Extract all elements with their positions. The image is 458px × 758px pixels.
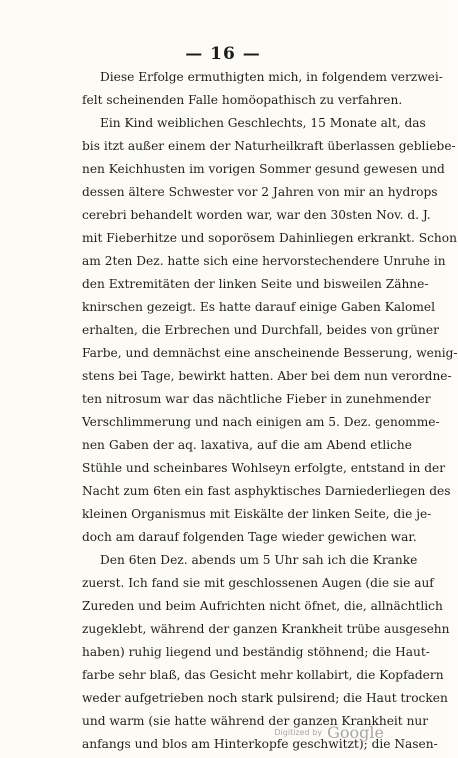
text-line: Den 6ten Dez. abends um 5 Uhr sah ich die Kranke [100,553,418,567]
text-line: stens bei Tage, bewirkt hatten. Aber bei dem nun verordne- [82,369,452,383]
google-logo: Google [327,723,384,742]
text-line: nen Gaben der aq. laxativa, auf die am Abend etliche [82,438,412,452]
text-line: knirschen gezeigt. Es hatte darauf einige Gaben Kalomel [82,300,435,314]
text-line: kleinen Organismus mit Eiskälte der linken Seite, die je- [82,507,432,521]
text-line: Verschlimmerung und nach einigen am 5. Dez. genomme- [82,415,440,429]
text-line: am 2ten Dez. hatte sich eine hervorstechendere Unruhe in [82,254,446,268]
text-line: farbe sehr blaß, das Gesicht mehr kollabirt, die Kopfadern [82,668,444,682]
text-line: cerebri behandelt worden war, war den 30sten Nov. d. J. [82,208,431,222]
text-line: Nacht zum 6ten ein fast asphyktisches Darniederliegen des [82,484,451,498]
digitization-watermark [274,722,384,742]
text-line: Zureden und beim Aufrichten nicht öfnet, die, allnächtlich [82,599,443,613]
text-line: doch am darauf folgenden Tage wieder gewichen war. [82,530,417,544]
text-line: nen Keichhusten im vorigen Sommer gesund gewesen und [82,162,445,176]
text-line: weder aufgetrieben noch stark pulsirend; die Haut trocken [82,691,448,705]
text-line: Diese Erfolge ermuthigten mich, in folgendem verzwei- [100,70,443,84]
text-line: zugeklebt, während der ganzen Krankheit trübe ausgesehn [82,622,450,636]
page-number-header: — 16 — [185,44,261,64]
text-line: Farbe, und demnächst eine anscheinende Besserung, wenig- [82,346,458,360]
text-line: erhalten, die Erbrechen und Durchfall, beides von grüner [82,323,439,337]
watermark-prefix: Digitized by [274,728,323,737]
text-line: anfangs und blos am Hinterkopfe geschwitzt); die Nasen- [82,737,438,751]
text-line: zuerst. Ich fand sie mit geschlossenen Augen (die sie auf [82,576,434,590]
text-line: Stühle und scheinbares Wohlseyn erfolgte, entstand in der [82,461,446,475]
text-line: und warm (sie hatte während der ganzen Krankheit nur [82,714,429,728]
text-line: mit Fieberhitze und soporösem Dahinliegen erkrankt. Schon [82,231,457,245]
text-line: ten nitrosum war das nächtliche Fieber in zunehmender [82,392,431,406]
text-line: bis itzt außer einem der Naturheilkraft überlassen gebliebe- [82,139,456,153]
text-line: haben) ruhig liegend und beständig stöhnend; die Haut- [82,645,430,659]
text-line: Ein Kind weiblichen Geschlechts, 15 Monate alt, das [100,116,426,130]
text-line: dessen ältere Schwester vor 2 Jahren von mir an hydrops [82,185,438,199]
text-line: den Extremitäten der linken Seite und bisweilen Zähne- [82,277,429,291]
text-line: felt scheinenden Falle homöopathisch zu verfahren. [82,93,403,107]
